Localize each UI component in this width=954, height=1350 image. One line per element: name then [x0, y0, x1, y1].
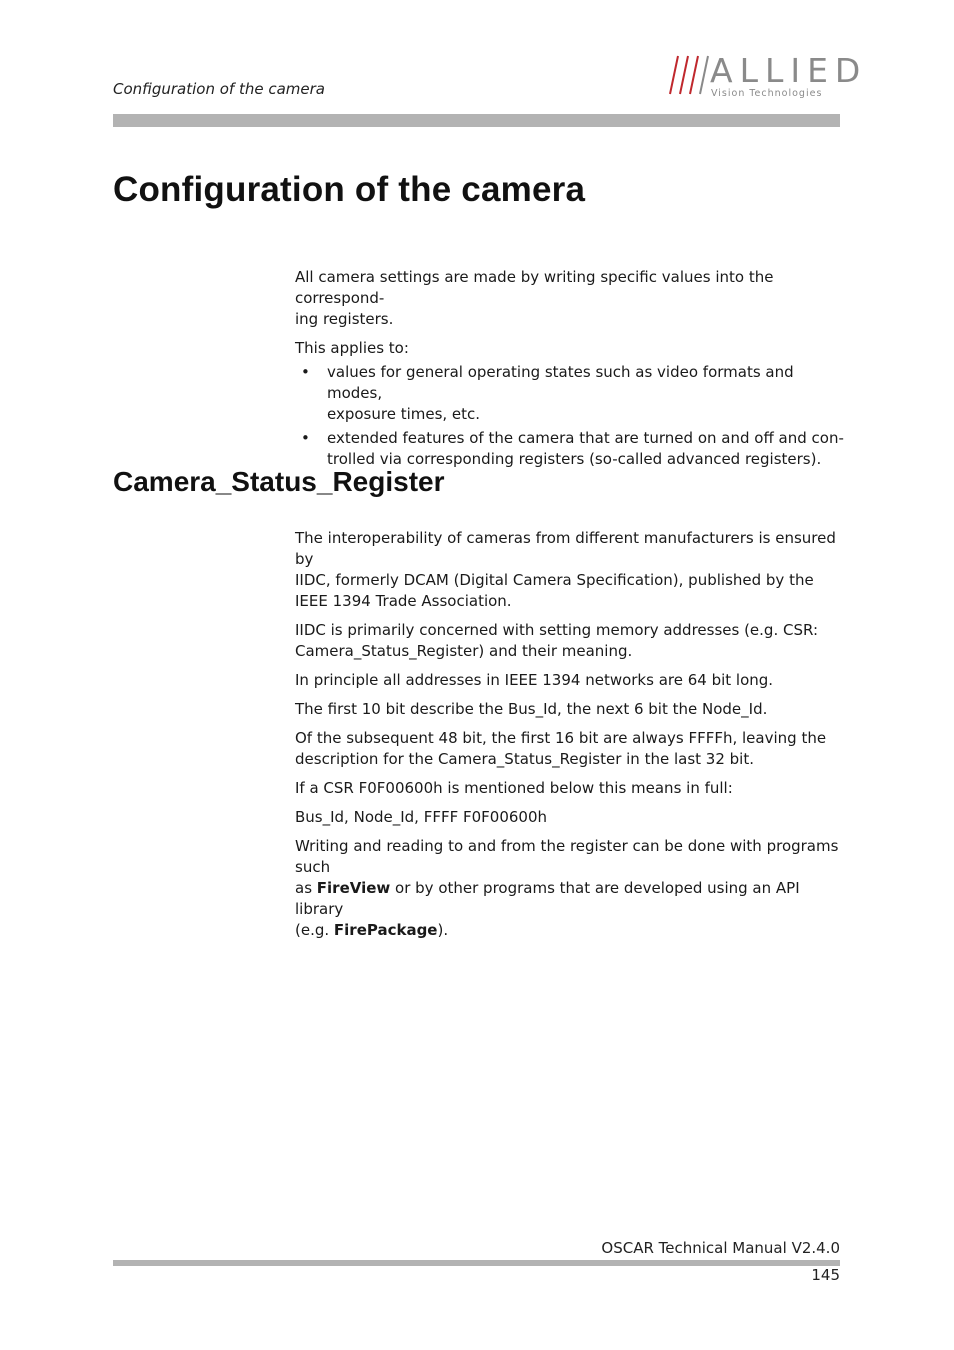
logo-subtitle: Vision Technologies	[711, 88, 823, 99]
paragraph-text: as	[295, 879, 317, 897]
paragraph-line: IEEE 1394 Trade Association.	[295, 592, 512, 610]
intro-paragraph	[295, 267, 845, 330]
paragraph-line: Of the subsequent 48 bit, the first 16 bit are always FFFFh, leaving the	[295, 729, 827, 747]
fireview-term: FireView	[316, 879, 391, 897]
page-number: 145	[811, 1266, 840, 1284]
logo-slashes-icon	[668, 52, 710, 96]
paragraph	[295, 728, 845, 770]
paragraph: The first 10 bit describe the Bus_Id, the next 6 bit the Node_Id.	[295, 700, 768, 718]
paragraph-line: Writing and reading to and from the register can be done with programs such	[295, 837, 839, 876]
list-item	[295, 362, 845, 425]
paragraph-line: IIDC, formerly DCAM (Digital Camera Specification), published by the	[295, 571, 814, 589]
footer-divider-bar	[113, 1260, 840, 1266]
list-item	[295, 428, 845, 470]
allied-logo	[668, 51, 868, 100]
paragraph	[295, 528, 845, 612]
paragraph	[295, 836, 845, 941]
list-item-line: exposure times, etc.	[327, 405, 481, 423]
paragraph-line: Camera_Status_Register) and their meaning.	[295, 642, 633, 660]
paragraph-text: or by other programs that are developed using an API library	[295, 879, 800, 918]
paragraph-line: description for the Camera_Status_Register in the last 32 bit.	[295, 750, 754, 768]
intro-line: ing registers.	[295, 310, 394, 328]
running-header-title: Configuration of the camera	[113, 80, 325, 98]
section2-body	[295, 528, 845, 949]
section1-body	[295, 267, 845, 473]
paragraph-text: ).	[437, 921, 449, 939]
paragraph-line: The interoperability of cameras from different manufacturers is ensured by	[295, 529, 836, 568]
bullet-icon: •	[301, 429, 310, 447]
paragraph: Bus_Id, Node_Id, FFFF F0F00600h	[295, 808, 548, 826]
bullet-icon: •	[301, 363, 310, 381]
applies-paragraph: This applies to:	[295, 339, 409, 357]
list-item-line: extended features of the camera that are turned on and off and con-	[327, 429, 844, 447]
paragraph: If a CSR F0F00600h is mentioned below this means in full:	[295, 779, 733, 797]
section-title-camera-status-register: Camera_Status_Register	[113, 466, 445, 497]
paragraph-text: (e.g.	[295, 921, 334, 939]
firepackage-term: FirePackage	[333, 921, 438, 939]
list-item-line: values for general operating states such as video formats and modes,	[327, 363, 794, 402]
header-divider-bar	[113, 114, 840, 127]
intro-line: All camera settings are made by writing specific values into the correspond-	[295, 268, 774, 307]
paragraph-line: IIDC is primarily concerned with setting memory addresses (e.g. CSR:	[295, 621, 818, 639]
paragraph: In principle all addresses in IEEE 1394 networks are 64 bit long.	[295, 671, 774, 689]
footer-manual-title: OSCAR Technical Manual V2.4.0	[601, 1239, 840, 1257]
paragraph	[295, 620, 845, 662]
list-item-line: trolled via corresponding registers (so-called advanced registers).	[327, 450, 822, 468]
logo-word: ALLIED	[710, 51, 868, 90]
applies-list	[295, 362, 845, 470]
section-title-configuration: Configuration of the camera	[113, 170, 586, 209]
